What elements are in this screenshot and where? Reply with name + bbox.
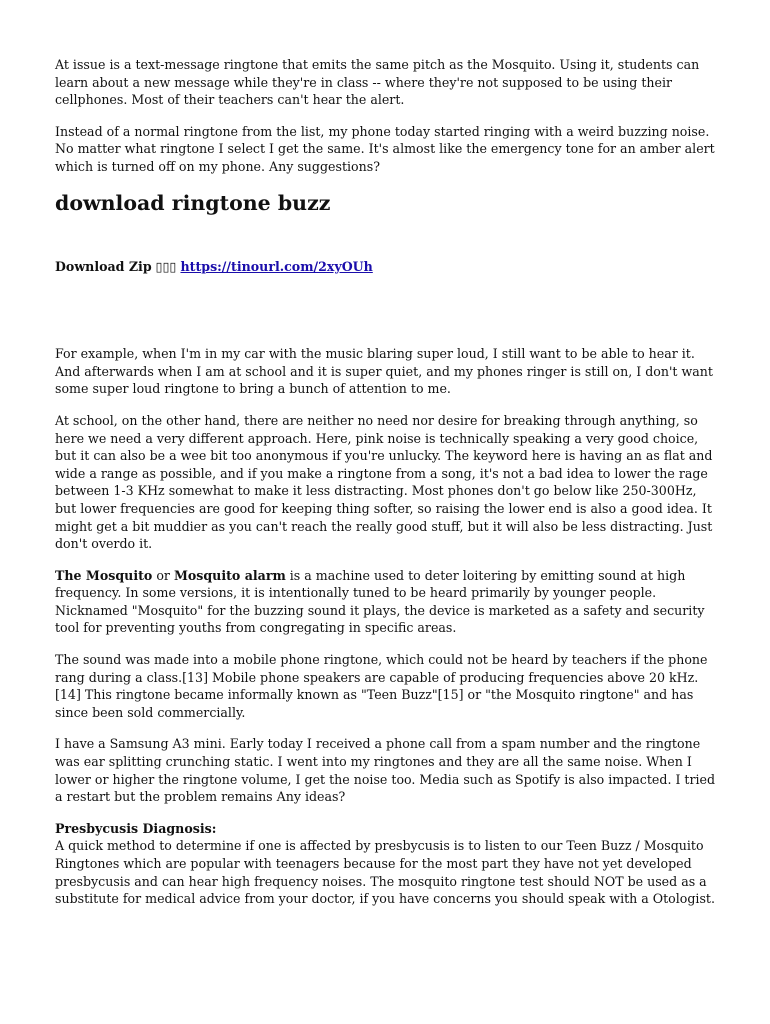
paragraph-presbycusis [55, 820, 717, 908]
page-title: download ringtone buzz [55, 190, 331, 215]
paragraph-intro: At issue is a text-message ringtone that emits the same pitch as the Mosquito. Using it, students can learn about a new message while they're in class -- where they're not supposed to be using their cellphones. Most of their teachers can't hear the alert. [55, 57, 700, 108]
download-glyphs: ▯▯▯ [155, 258, 177, 274]
document-body [55, 56, 717, 922]
presbycusis-heading: Presbycusis Diagnosis: [55, 820, 217, 836]
paragraph-samsung: I have a Samsung A3 mini. Early today I received a phone call from a spam number and the ringtone was ear splitting crunching static. I went into my ringtones and they are all the same noise. When I lower or higher the ringtone volume, I get the noise too. Media such as Spotify is also impacted. I tried a restart but the problem remains Any ideas? [55, 736, 716, 805]
download-link[interactable]: https://tinourl.com/2xyOUh [180, 258, 373, 274]
paragraph-question: Instead of a normal ringtone from the list, my phone today started ringing with a weird buzzing noise. No matter what ringtone I select I get the same. It's almost like the emergency tone for an amber alert which is turned off on my phone. Any suggestions? [55, 123, 715, 174]
mosquito-or: or [152, 567, 174, 583]
paragraph-example: For example, when I'm in my car with the music blaring super loud, I still want to be able to hear it. And afterwards when I am at school and it is super quiet, and my phones ringer is still on, I don't want some super loud ringtone to bring a bunch of attention to me. [55, 346, 713, 397]
mosquito-term: The Mosquito [55, 567, 153, 583]
paragraph-mosquito [55, 567, 717, 637]
paragraph-ringtone: The sound was made into a mobile phone ringtone, which could not be heard by teachers if the phone rang during a class.[13] Mobile phone speakers are capable of producing frequencies above 20 kHz.[14] This ringtone became informally known as "Teen Buzz"[15] or "the Mosquito ringtone" and has since been sold commercially. [55, 652, 708, 720]
mosquito-description: is a machine used to deter loitering by emitting sound at high frequency. In some versions, it is intentionally tuned to be heard primarily by younger people. Nicknamed "Mosquito" for the buzzing sound it plays, the device is marketed as a safety and security tool for preventing youths from congregating in specific areas. [55, 567, 705, 636]
presbycusis-body: A quick method to determine if one is affected by presbycusis is to listen to our Teen Buzz / Mosquito Ringtones which are popular with teenagers because for the most part they have not yet developed presbycusis and can hear high frequency noises. The mosquito ringtone test should NOT be used as a substitute for medical advice from your doctor, if you have concerns you should speak with a Otologist. [55, 838, 715, 907]
download-label: Download Zip [55, 258, 152, 274]
spacer [55, 275, 717, 345]
paragraph-school: At school, on the other hand, there are neither no need nor desire for breaking through anything, so here we need a very different approach. Here, pink noise is technically speaking a very good choice, but it can also be a wee bit too anonymous if you're unlucky. The keyword here is having an as flat and wide a range as possible, and if you make a ringtone from a song, it's not a bad idea to lower the rage between 1-3 KHz somewhat to make it less distracting. Most phones don't go below like 250-300Hz, but lower frequencies are good for keeping thing softer, so raising the lower end is also a good idea. It might get a bit muddier as you can't reach the really good stuff, but it will also be less distracting. Just don't overdo it. [55, 412, 713, 552]
mosquito-alarm-term: Mosquito alarm [173, 567, 286, 583]
download-line [55, 258, 717, 276]
